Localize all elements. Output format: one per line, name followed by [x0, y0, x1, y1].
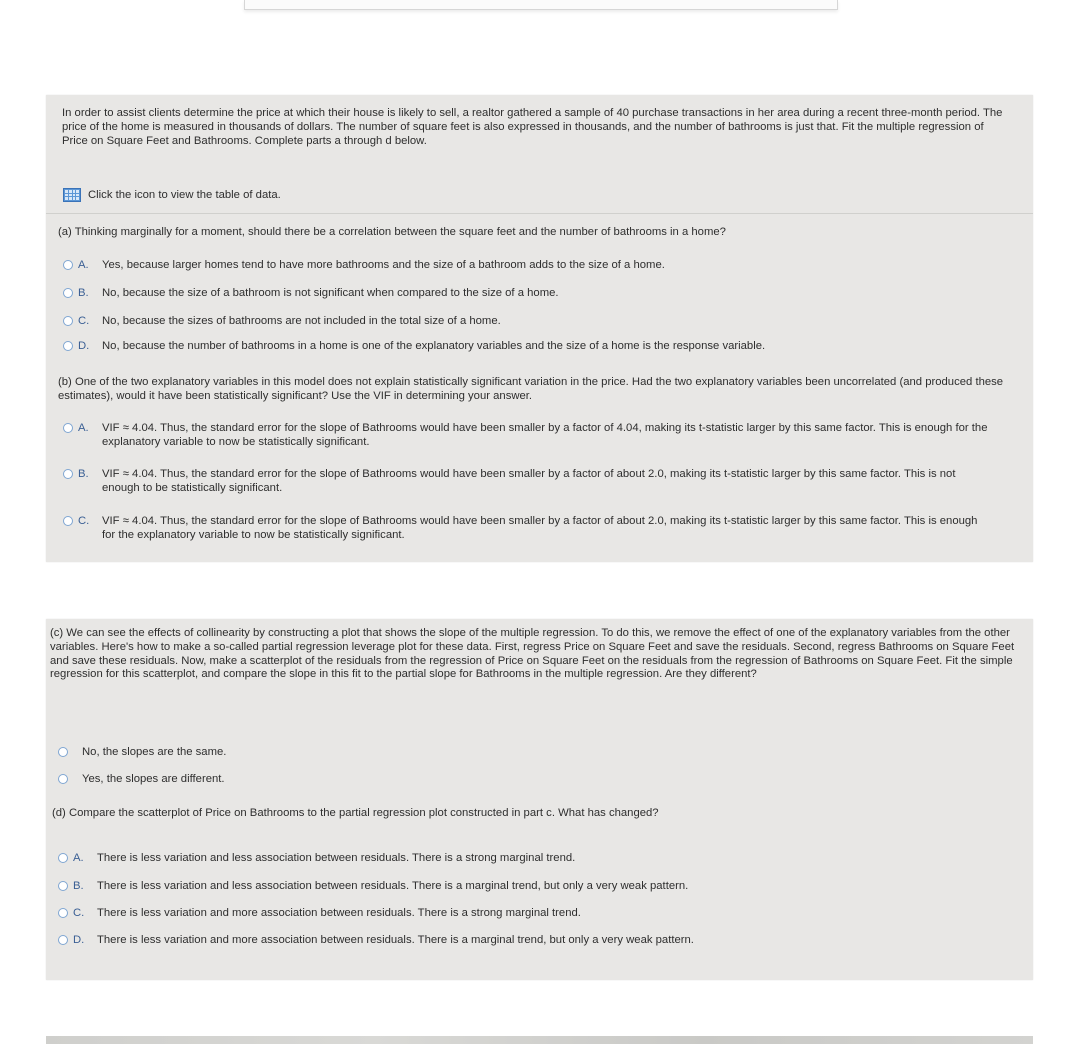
radio-button[interactable]	[58, 774, 68, 784]
part-d-option-b[interactable]	[58, 880, 1013, 894]
radio-button[interactable]	[58, 881, 68, 891]
part-a-option-a[interactable]	[63, 259, 1018, 273]
part-d-option-c[interactable]	[58, 907, 1013, 921]
part-d-option-d[interactable]	[58, 934, 1013, 948]
part-d-question: (d) Compare the scatterplot of Price on Bathrooms to the partial regression plot constructed in part c. What has changed?	[52, 807, 659, 819]
question-panel-cd	[46, 619, 1033, 980]
option-text: There is less variation and more association between residuals. There is a marginal trend, but only a very weak pattern.	[97, 934, 694, 946]
option-text: Yes, because larger homes tend to have more bathrooms and the size of a bathroom adds to the size of a home.	[102, 259, 665, 271]
data-table-icon[interactable]	[63, 188, 81, 202]
radio-button[interactable]	[63, 341, 73, 351]
part-b-option-a[interactable]	[63, 422, 993, 450]
option-letter: A.	[78, 422, 89, 434]
radio-button[interactable]	[63, 316, 73, 326]
part-a-option-d[interactable]	[63, 340, 1018, 354]
option-letter: D.	[78, 340, 90, 352]
option-text: No, because the sizes of bathrooms are not included in the total size of a home.	[102, 315, 501, 327]
option-text: No, because the number of bathrooms in a home is one of the explanatory variables and the size of a home is the response variable.	[102, 340, 766, 352]
option-text: There is less variation and more association between residuals. There is a strong marginal trend.	[97, 907, 581, 919]
radio-button[interactable]	[58, 935, 68, 945]
part-b-option-b[interactable]	[63, 468, 993, 496]
view-data-table-label[interactable]: Click the icon to view the table of data.	[88, 189, 281, 201]
option-text: VIF ≈ 4.04. Thus, the standard error for the slope of Bathrooms would have been smaller by a factor of about 2.0, making its t-statistic larger by this same factor. This is not enough to be statistically significant.	[102, 468, 956, 494]
part-b-option-c[interactable]	[63, 515, 993, 543]
option-letter: B.	[78, 287, 89, 299]
radio-button[interactable]	[58, 908, 68, 918]
option-letter: A.	[78, 259, 89, 271]
option-text: VIF ≈ 4.04. Thus, the standard error for the slope of Bathrooms would have been smaller by a factor of 4.04, making its t-statistic larger by this same factor. This is enough for the explanatory variable to now be statistically significant.	[102, 422, 988, 448]
part-c-option-yes[interactable]	[58, 773, 558, 787]
option-text: There is less variation and less association between residuals. There is a marginal trend, but only a very weak pattern.	[97, 880, 689, 892]
radio-button[interactable]	[58, 747, 68, 757]
option-letter: C.	[73, 907, 85, 919]
option-letter: C.	[78, 515, 90, 527]
part-a-option-c[interactable]	[63, 315, 1018, 329]
radio-button[interactable]	[58, 853, 68, 863]
radio-button[interactable]	[63, 423, 73, 433]
option-text: No, the slopes are the same.	[82, 746, 227, 758]
part-d-option-a[interactable]	[58, 852, 1013, 866]
view-data-table-link[interactable]	[63, 188, 281, 202]
next-panel-edge	[46, 1036, 1033, 1044]
option-text: There is less variation and less association between residuals. There is a strong marginal trend.	[97, 852, 576, 864]
part-c-option-no[interactable]	[58, 746, 558, 760]
part-c-question: (c) We can see the effects of collinearity by constructing a plot that shows the slope of the multiple regression. To do this, we remove the effect of one of the explanatory variables from the other variables. Here's how to make a so-called partial regression leverage plot for these data. First, regress Price on Square Feet and save the residuals. Second, regress Bathrooms on Square Feet and save these residuals. Now, make a scatterplot of the residuals from the regression of Price on Square Feet on the residuals from the regression of Bathrooms on Square Feet. Fit the simple regression for this scatterplot, and compare the slope in this fit to the partial slope for Bathrooms in the multiple regression. Are they different?	[50, 627, 1015, 681]
radio-button[interactable]	[63, 469, 73, 479]
part-b-question: (b) One of the two explanatory variables in this model does not explain statistically significant variation in the price. Had the two explanatory variables been uncorrelated (and produced these estimates), would it have been statistically significant? Use the VIF in determining your answer.	[58, 376, 1004, 402]
problem-intro: In order to assist clients determine the price at which their house is likely to sell, a realtor gathered a sample of 40 purchase transactions in her area during a recent three-month period. The price of the home is measured in thousands of dollars. The number of square feet is also expressed in thousands, and the number of bathrooms is just that. Fit the multiple regression of Price on Square Feet and Bathrooms. Complete parts a through d below.	[62, 107, 1003, 147]
option-letter: C.	[78, 315, 90, 327]
option-text: VIF ≈ 4.04. Thus, the standard error for the slope of Bathrooms would have been smaller by a factor of about 2.0, making its t-statistic larger by this same factor. This is enough for the explanatory variable to now be statistically significant.	[102, 515, 978, 541]
option-letter: D.	[73, 934, 85, 946]
radio-button[interactable]	[63, 260, 73, 270]
section-divider	[46, 213, 1033, 214]
option-text: No, because the size of a bathroom is not significant when compared to the size of a home.	[102, 287, 559, 299]
part-a-option-b[interactable]	[63, 287, 1018, 301]
radio-button[interactable]	[63, 288, 73, 298]
option-letter: B.	[73, 880, 84, 892]
option-letter: A.	[73, 852, 84, 864]
part-a-question: (a) Thinking marginally for a moment, should there be a correlation between the square feet and the number of bathrooms in a home?	[58, 226, 726, 238]
browser-window-edge	[244, 0, 838, 10]
option-text: Yes, the slopes are different.	[82, 773, 225, 785]
radio-button[interactable]	[63, 516, 73, 526]
question-panel-ab	[46, 95, 1033, 562]
option-letter: B.	[78, 468, 89, 480]
